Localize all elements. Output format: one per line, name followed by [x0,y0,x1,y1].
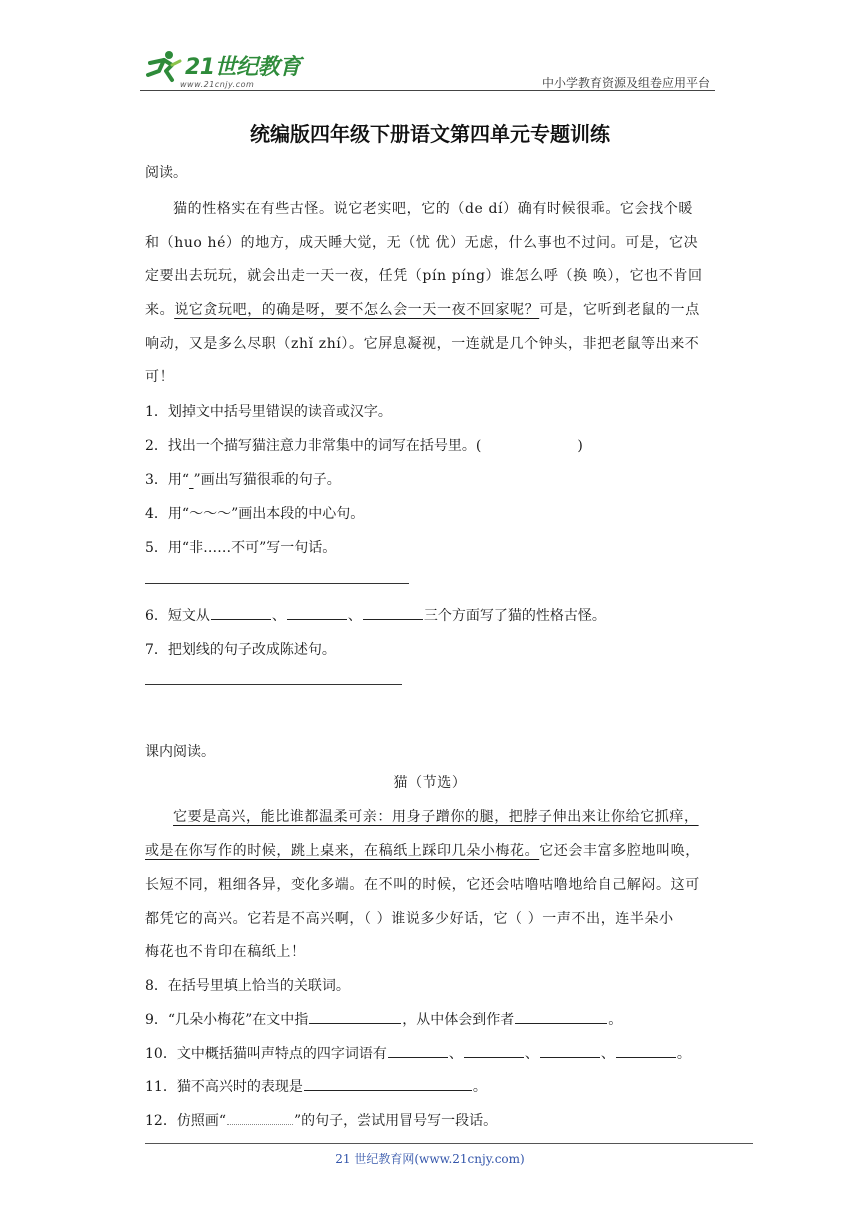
passage2-line [145,840,700,860]
question-11 [145,1076,487,1096]
question-9-text: ，从中体会到作者 [402,1012,515,1028]
question-6-text: 三个方面写了猫的性格古怪。 [423,608,606,624]
question-2-text: 2．找出一个描写猫注意力非常集中的词写在括号里。( [145,438,482,454]
answer-blank[interactable] [309,1009,401,1024]
answer-blank[interactable] [388,1043,448,1058]
separator: 、 [347,608,362,624]
header-rule [140,90,715,91]
question-3-text: ”画出写猫很乖的句子。 [193,472,341,488]
answer-blank[interactable] [540,1043,600,1058]
question-1: 1．划掉文中括号里错误的读音或汉字。 [145,404,392,420]
passage1-text: 来。 [145,302,175,318]
question-7: 7．把划线的句子改成陈述句。 [145,642,336,658]
passage1-line: 定要出去玩玩，就会出走一天一夜，任凭（pín píng）谁怎么呼（换 唤），它也不肯回 [145,268,703,284]
passage2-subtitle: 猫（节选） [393,775,467,791]
footer-text[interactable]: 21 世纪教育网(www.21cnjy.com) [335,1152,525,1166]
question-9-text: 9．“几朵小梅花”在文中指 [145,1012,309,1028]
page-title: 统编版四年级下册语文第四单元专题训练 [250,122,610,146]
logo-text: 21世纪教育 [185,55,301,80]
question-12-text: ”的句子，尝试用冒号写一段话。 [293,1113,498,1129]
question-9-text: 。 [608,1012,623,1028]
separator: 、 [448,1046,463,1062]
passage1-line: 响动，又是多么尽职（zhǐ zhí）。它屏息凝视，一连就是几个钟头，非把老鼠等出来不 [145,336,700,352]
header-tagline: 中小学教育资源及组卷应用平台 [541,76,710,90]
question-5: 5．用“非……不可”写一句话。 [145,540,337,556]
answer-blank[interactable] [304,1076,472,1091]
answer-blank[interactable] [211,605,271,620]
question-12-text: 12．仿照画“ [145,1113,226,1129]
question-4: 4．用“～～～”画出本段的中心句。 [145,506,365,522]
question-6-text: 6．短文从 [145,608,210,624]
question-10-text: 10．文中概括猫叫声特点的四字词语有 [145,1046,387,1062]
answer-blank[interactable] [464,1043,524,1058]
answer-line[interactable] [145,684,402,685]
answer-line[interactable] [145,583,409,584]
question-2 [145,435,583,455]
question-12 [145,1110,497,1130]
question-9 [145,1009,622,1029]
logo-url: www.21cnjy.com [180,80,255,89]
passage2-line: 长短不同，粗细各异，变化多端。在不叫的时候，它还会咕噜咕噜地给自己解闷。这可 [145,877,700,893]
answer-blank[interactable] [363,605,423,620]
question-10 [145,1043,691,1063]
passage1-text: 可是，它听到老鼠的一点 [539,302,700,318]
separator: 、 [524,1046,539,1062]
question-10-text: 。 [676,1046,691,1062]
answer-blank[interactable] [515,1009,607,1024]
question-2-close: ) [577,438,583,454]
question-6 [145,605,606,625]
underline-mark-sample [227,1110,293,1125]
footer-rule [145,1143,753,1144]
question-3-text: 3．用“ [145,472,190,488]
passage2-line [173,806,699,826]
question-11-text: 。 [472,1079,487,1095]
answer-blank[interactable] [287,605,347,620]
passage1-line: 和（huo hé）的地方，成天睡大觉，无（忧 优）无虑，什么事也不过问。可是，它决 [145,235,699,251]
passage1-line: 可！ [145,369,175,385]
section1-intro: 阅读。 [145,165,187,181]
question-11-text: 11．猫不高兴时的表现是 [145,1079,303,1095]
separator: 、 [600,1046,615,1062]
underlined-sentence: 它要是高兴，能比谁都温柔可亲：用身子蹭你的腿，把脖子伸出来让你给它抓痒， [173,809,699,825]
section2-intro: 课内阅读。 [145,744,215,760]
question-8: 8．在括号里填上恰当的关联词。 [145,978,350,994]
passage2-line: 都凭它的高兴。它若是不高兴啊，（ ）谁说多少好话，它（ ）一声不出，连半朵小 [145,911,674,927]
underlined-sentence: 说它贪玩吧，的确是呀，要不怎么会一天一夜不回家呢？ [174,302,540,318]
separator: 、 [271,608,286,624]
passage1-line: 猫的性格实在有些古怪。说它老实吧，它的（de dí）确有时候很乖。它会找个暖 [173,201,693,217]
passage1-line [145,299,700,319]
logo-runner-icon [142,49,182,83]
passage2-text: 它还会丰富多腔地叫唤， [539,843,700,859]
underlined-sentence: 或是在你写作的时候，跳上桌来，在稿纸上踩印几朵小梅花。 [145,843,540,859]
question-3 [145,469,341,489]
answer-blank[interactable] [616,1043,676,1058]
passage2-line: 梅花也不肯印在稿纸上！ [145,944,306,960]
